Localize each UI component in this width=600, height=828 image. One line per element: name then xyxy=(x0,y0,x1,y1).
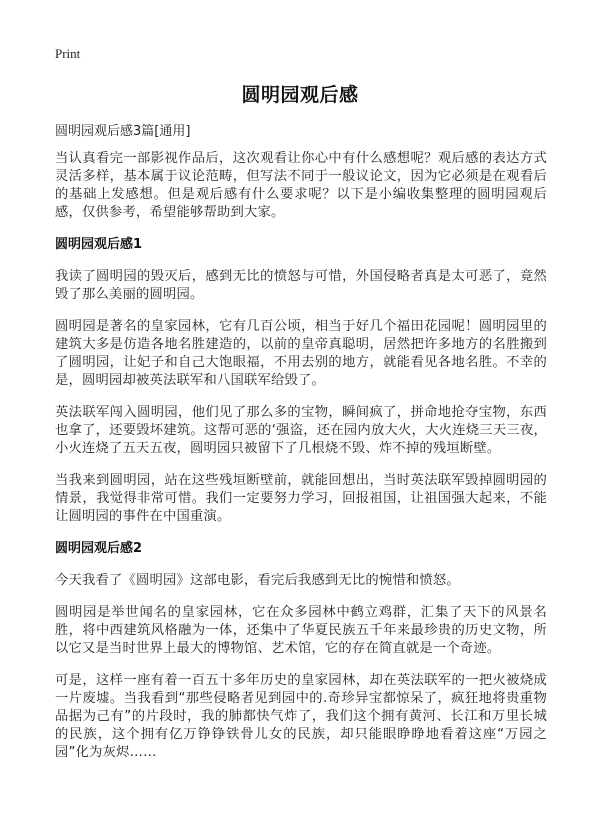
paragraph: 今天我看了《圆明园》这部电影，看完后我感到无比的惋惜和愤怒。 xyxy=(55,573,460,588)
section-2 xyxy=(55,540,547,762)
paragraph: 可是，这样一座有着一百五十多年历史的皇家园林，却在英法联军的一把火被烧成一片废墟。当我看到“那些侵略者见到园中的.奇珍异宝都惊呆了，疯狂地将贵重物品据为己有”的片段时，我的肺都快气炸了，我们这个拥有黄河、长江和万里长城的民族，这个拥有亿万铮铮铁骨儿女的民族，却只能眼睁睁地看着这座“万园之园”化为灰烬…… xyxy=(55,673,547,760)
section-heading: 圆明园观后感2 xyxy=(55,541,143,556)
paragraph: 圆明园是举世闻名的皇家园林，它在众多园林中鹤立鸡群，汇集了天下的风景名胜，将中西建筑风格融为一体，还集中了华夏民族五千年来最珍贵的历史文物，所以它又是当时世界上最大的博物馆、艺术馆，它的存在简直就是一个奇迹。 xyxy=(55,605,547,656)
intro-paragraph: 当认真看完一部影视作品后，这次观看让你心中有什么感想呢？观后感的表达方式灵活多样，基本属于议论范畴，但写法不同于一般议论文，因为它必须是在观看后的基础上发感想。但是观后感有什么要求呢？以下是小编收集整理的圆明园观后感，仅供参考，希望能够帮助到大家。 xyxy=(55,151,547,220)
section-1 xyxy=(55,236,547,526)
page-title: 圆明园观后感 xyxy=(241,84,359,106)
paragraph: 圆明园是著名的皇家园林，它有几百公顷，相当于好几个福田花园呢！圆明园里的建筑大多是仿造各地名胜建造的，以前的皇帝真聪明，居然把许多地方的名胜搬到了圆明园，让妃子和自己大饱眼福，不用去别的地方，就能看见各地名胜。不幸的是，圆明园却被英法联军和八国联军给毁了。 xyxy=(55,319,547,388)
document-subtitle: 圆明园观后感3篇[通用] xyxy=(55,124,191,139)
paragraph: 英法联军闯入圆明园，他们见了那么多的宝物，瞬间疯了，拼命地抢夺宝物，东西也拿了，还要毁坏建筑。这帮可恶的‘强盗，还在园内放大火，大火连烧三天三夜，小火连烧了五天五夜，圆明园只被留下了几根烧不毁、炸不掉的残垣断壁。 xyxy=(55,405,547,456)
paragraph: 当我来到圆明园，站在这些残垣断壁前，就能回想出，当时英法联军毁掉圆明园的情景，我觉得非常可惜。我们一定要努力学习，回报祖国，让祖国强大起来，不能让圆明园的事件在中国重演。 xyxy=(55,473,547,524)
print-label: Print xyxy=(55,46,81,61)
document-body xyxy=(55,150,547,776)
paragraph: 我读了圆明园的毁灭后，感到无比的愤怒与可惜，外国侵略者真是太可恶了，竟然毁了那么美丽的圆明园。 xyxy=(55,269,547,302)
section-heading: 圆明园观后感1 xyxy=(55,237,143,252)
